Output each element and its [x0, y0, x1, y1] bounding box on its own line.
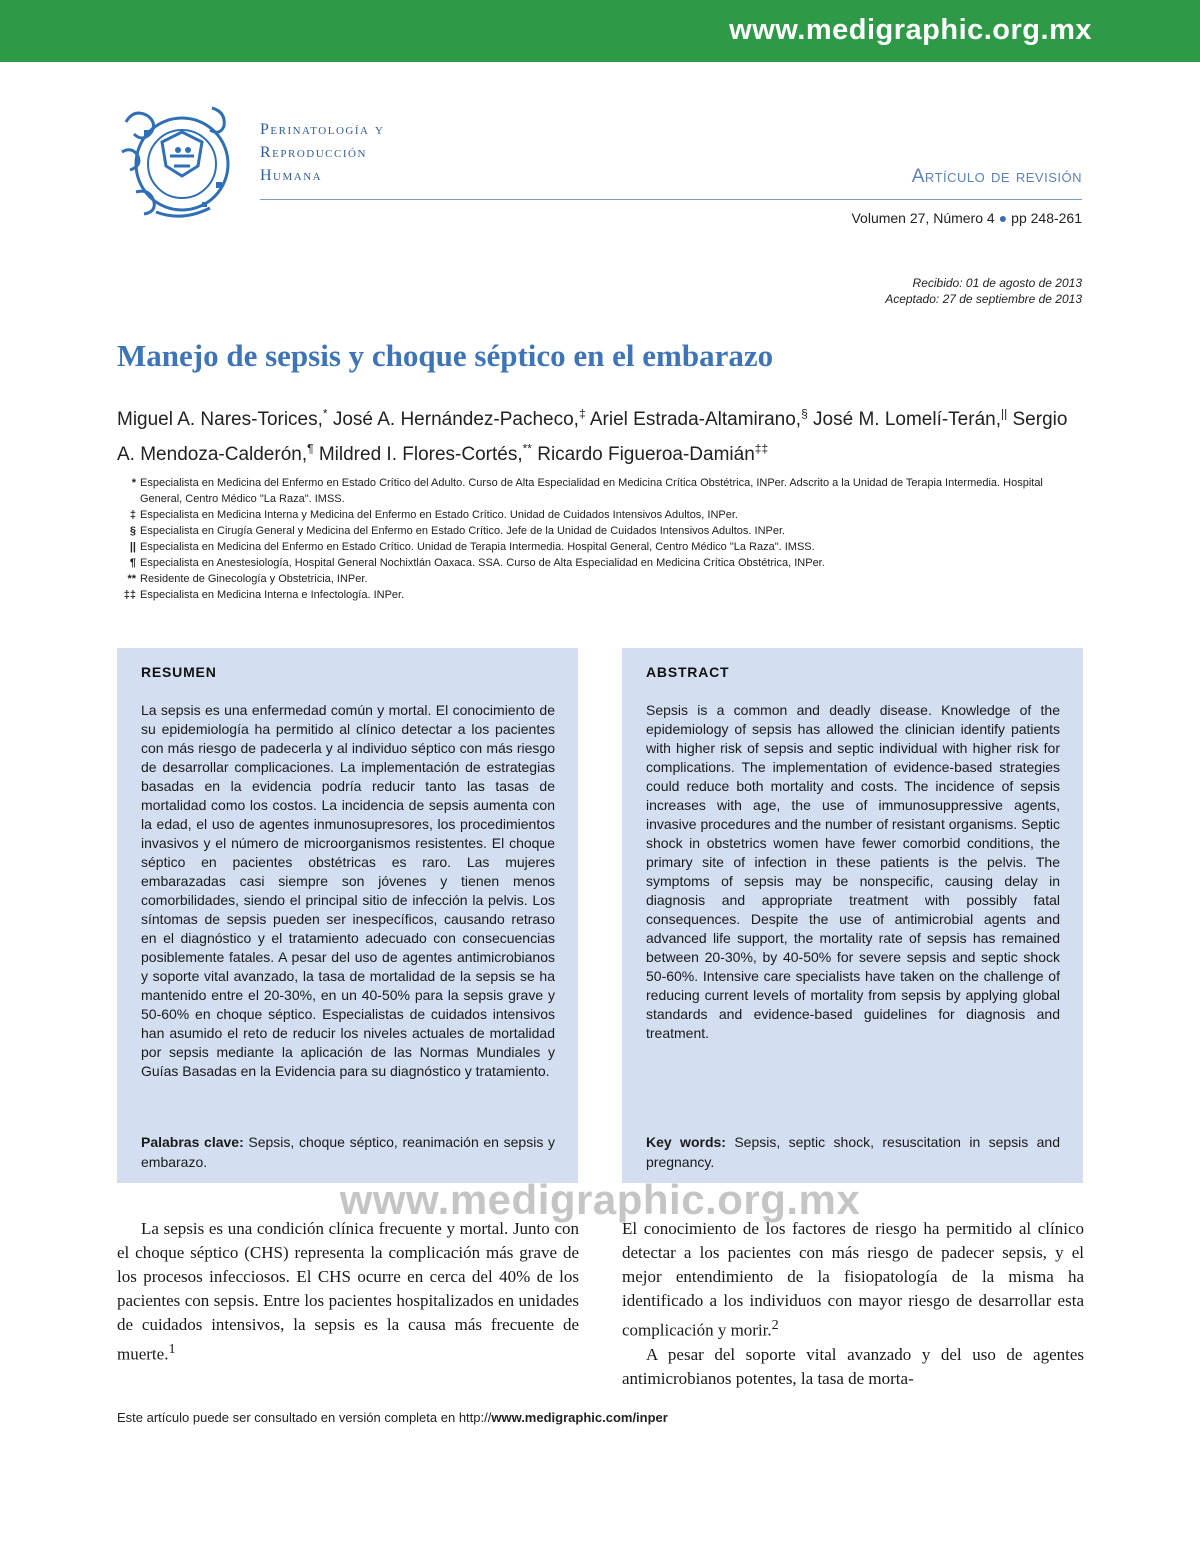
- volume-info: [851, 210, 1082, 226]
- top-banner: [0, 0, 1200, 62]
- body-column-right: [622, 1217, 1084, 1391]
- header-rule: [260, 199, 1082, 200]
- journal-line-2: Reproducción: [260, 144, 367, 161]
- body-paragraph: La sepsis es una condición clínica frecuente y mortal. Junto con el choque séptico (CHS) representa la complicación más grave de los procesos infecciosos. El CHS ocurre en cerca del 40% de los pacientes con sepsis. Entre los pacientes hospitalizados en unidades de cuidados intensivos, la sepsis es la causa más frecuente de muerte.$^1$: [117, 1219, 579, 1364]
- author: Sergio A. Mendoza-Calderón,¶: [117, 409, 1068, 465]
- author: Mildred I. Flores-Cortés,**: [313, 441, 532, 465]
- footer-link[interactable]: www.medigraphic.com/inper: [491, 1410, 668, 1425]
- article-type-label: Artículo de revisión: [911, 166, 1082, 187]
- article-type: [912, 166, 1082, 188]
- keywords-text: Sepsis, septic shock, resuscitation in sepsis and pregnancy.: [646, 1134, 1061, 1170]
- resumen-keywords: [141, 1132, 555, 1172]
- site-url-link[interactable]: www.medigraphic.org.mx: [729, 14, 1092, 46]
- abstract-box: [622, 648, 1083, 1183]
- author-list: [117, 400, 1083, 469]
- article-title: Manejo de sepsis y choque séptico en el embarazo: [117, 338, 774, 373]
- abstract-keywords: [646, 1132, 1060, 1172]
- affiliation-list: [122, 475, 1082, 603]
- abstract-heading: ABSTRACT: [646, 664, 730, 680]
- bullet-icon: ●: [998, 210, 1008, 226]
- author: Ricardo Figueroa-Damián‡‡: [531, 441, 769, 465]
- citation-ref[interactable]: 1: [168, 1341, 176, 1357]
- journal-line-1: Perinatología y: [260, 121, 385, 138]
- resumen-box: [117, 648, 578, 1183]
- resumen-text: La sepsis es una enfermedad común y mortal. El conocimiento de su epidemiología ha permitido al clínico detectar a los pacientes con más riesgo de padecerla y al individuo séptico con más riesgo de desarrollar complicaciones. La implementación de estrategias basadas en la evidencia podría reducir tanto las tasas de mortalidad como los costos. La incidencia de sepsis aumenta con la edad, el uso de agentes inmunosupresores, los procedimientos invasivos y el número de microorganismos resistentes. El choque séptico en pacientes obstétricas es raro. Las mujeres embarazadas casi siempre son jóvenes y tienen menos comorbilidades, siendo el principal sitio de infección la pelvis. Los síntomas de sepsis pueden ser inespecíficos, causando retraso en el diagnóstico y el tratamiento adecuado con consecuencias posiblemente fatales. A pesar del uso de agentes antimicrobianos y soporte vital avanzado, la tasa de mortalidad de la sepsis se ha mantenido entre el 20-30%, en un 40-50% para la sepsis grave y 50-60% en choque séptico. Especialistas de cuidados intensivos han asumido el reto de reducir los niveles actuales de mortalidad por sepsis mediante la aplicación de las Normas Mundiales y Guías Basadas en la Evidencia para su diagnóstico y tratamiento.: [141, 702, 555, 1079]
- affiliation-item: § Especialista en Cirugía General y Medicina del Enfermo en Estado Crítico. Jefe de la Unidad de Cuidados Intensivos Adultos. INPer.: [129, 525, 786, 537]
- accepted-date: Aceptado: 27 de septiembre de 2013: [885, 292, 1082, 306]
- resumen-heading: RESUMEN: [141, 664, 217, 680]
- volume-number: Volumen 27, Número 4: [851, 210, 995, 226]
- affiliation-item: ¶ Especialista en Anestesiología, Hospital General Nochixtlán Oaxaca. SSA. Curso de Alta Especialidad en Medicina Crítica Obstétrica, INPer.: [129, 557, 825, 569]
- footer-note: [117, 1410, 668, 1425]
- affiliation-item: * Especialista en Medicina del Enfermo en Estado Crítico del Adulto. Curso de Alta Especialidad en Medicina Crítica Obstétrica, INPer. Adscrito a la Unidad de Terapia Intermedia. Hospital General, Centro Médico "La Raza". IMSS.: [131, 477, 1043, 505]
- affiliation-item: ‡ Especialista en Medicina Interna y Medicina del Enfermo en Estado Crítico. Unidad de Cuidados Intensivos Adultos, INPer.: [129, 509, 738, 521]
- affiliation-item: || Especialista en Medicina del Enfermo en Estado Crítico. Unidad de Terapia Intermedia. Hospital General, Centro Médico "La Raza". IMSS.: [129, 541, 815, 553]
- author: Ariel Estrada-Altamirano,§: [585, 407, 808, 431]
- article-dates: [885, 275, 1082, 307]
- journal-logo: [116, 102, 242, 224]
- footer-text: Este artículo puede ser consultado en versión completa en http://: [117, 1410, 492, 1425]
- journal-name: [260, 118, 384, 187]
- author: Miguel A. Nares-Torices,*: [117, 407, 328, 431]
- watermark: www.medigraphic.org.mx: [339, 1176, 861, 1223]
- citation-ref[interactable]: 2: [771, 1317, 779, 1333]
- affiliation-item: ** Residente de Ginecología y Obstetricia, INPer.: [127, 573, 368, 585]
- body-paragraph: A pesar del soporte vital avanzado y del uso de agentes antimicrobianos potentes, la tasa de morta-: [622, 1344, 1084, 1388]
- keywords-label: Key words:: [646, 1134, 726, 1150]
- body-paragraph: El conocimiento de los factores de riesgo ha permitido al clínico detectar a los pacientes con más riesgo de padecer sepsis, y el mejor entendimiento de la fisiopatología de la misma ha identificado a los individuos con mayor riesgo de desarrollar esta complicación y morir.$^2$: [622, 1219, 1084, 1340]
- author: José M. Lomelí-Terán,||: [807, 407, 1008, 431]
- body-column-left: [117, 1217, 579, 1367]
- abstract-text: Sepsis is a common and deadly disease. Knowledge of the epidemiology of sepsis has allowed the clinician identify patients with higher risk of sepsis and septic individual with higher risk for complications. The implementation of evidence-based strategies could reduce both mortality and costs. The incidence of sepsis increases with age, the use of immunosuppressive agents, invasive procedures and the number of resistant organisms. Septic shock in obstetrics women have fewer comorbid conditions, the primary site of infection in these patients is the pelvis. The symptoms of sepsis may be nonspecific, causing delay in diagnosis and appropriate treatment with possibly fatal consequences. Despite the use of antimicrobial agents and advanced life support, the mortality rate of sepsis has remained between 20-30%, by 40-50% for severe sepsis and septic shock 50-60%. Intensive care specialists have taken on the challenge of reducing current levels of mortality from sepsis by applying global standards and evidence-based guidelines for diagnosis and treatment.: [646, 702, 1060, 1041]
- author: José A. Hernández-Pacheco,‡: [327, 407, 586, 431]
- keywords-text: Sepsis, choque séptico, reanimación en sepsis y embarazo.: [141, 1134, 555, 1170]
- page-range: pp 248-261: [1011, 210, 1082, 226]
- journal-line-3: Humana: [260, 167, 323, 184]
- affiliation-item: ‡‡ Especialista en Medicina Interna e Infectología. INPer.: [123, 589, 405, 601]
- received-date: Recibido: 01 de agosto de 2013: [912, 276, 1082, 290]
- keywords-label: Palabras clave:: [141, 1134, 244, 1150]
